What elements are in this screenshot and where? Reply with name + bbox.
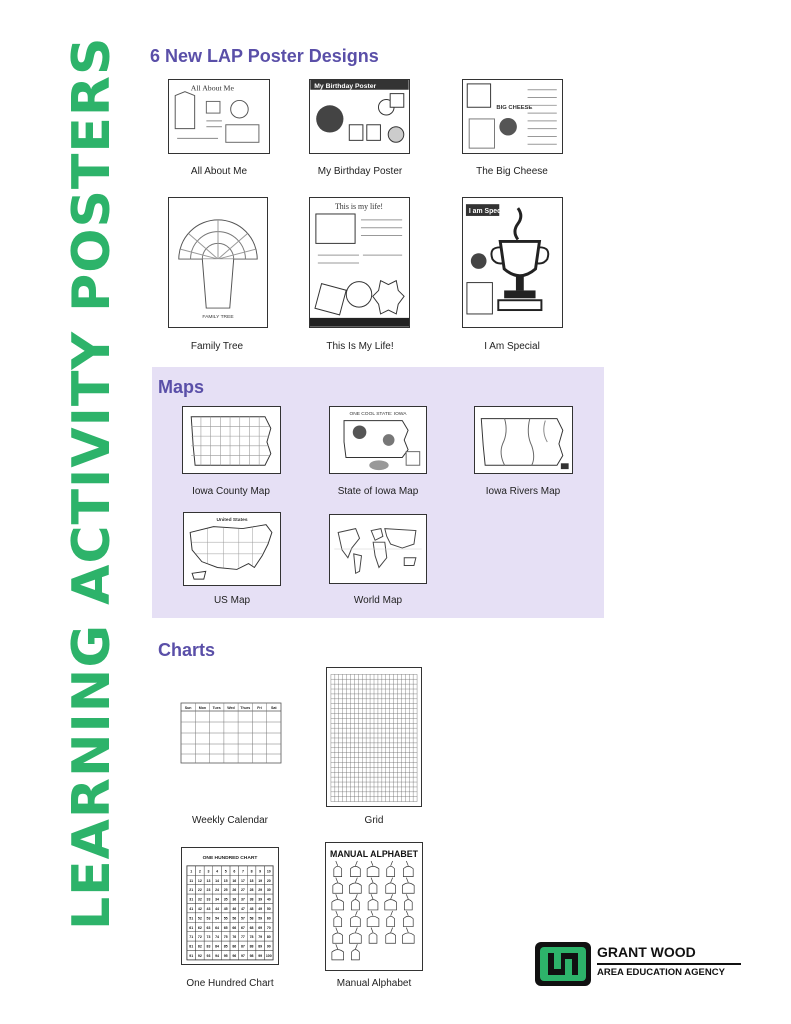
calendar-day-header: Sun [184,706,192,710]
hundred-chart-cell: 59 [258,916,263,921]
manual-alphabet-caption: Manual Alphabet [336,978,412,989]
hundred-chart-cell: 10 [266,869,271,874]
hundred-chart-cell: 86 [232,944,237,949]
hand-sign-icon [351,944,359,960]
us-map-thumbnail[interactable] [183,512,281,586]
hand-sign-icon [386,928,396,944]
iowa-rivers-map-caption: Iowa Rivers Map [485,486,561,497]
calendar-day-header: Sat [271,706,277,710]
hundred-chart-cell: 50 [266,907,271,912]
us-map-thumb-text: United States [216,517,248,523]
hand-sign-icon [333,878,343,894]
hundred-chart-cell: 28 [249,888,254,893]
my-birthday-poster-thumbnail[interactable] [309,79,410,154]
hundred-chart-cell: 96 [232,954,237,959]
logo-subtitle: AREA EDUCATION AGENCY [597,967,725,978]
hundred-chart-cell: 55 [223,916,228,921]
hand-sign-icon [368,894,378,910]
hundred-chart-cell: 97 [240,954,245,959]
hundred-chart-cell: 56 [232,916,237,921]
the-big-cheese-thumbnail[interactable] [462,79,563,154]
hand-sign-icon [386,878,396,894]
hand-sign-icon [387,861,395,877]
hundred-chart-cell: 30 [266,888,271,893]
hand-sign-icon [333,928,343,944]
hundred-chart-cell: 29 [258,888,263,893]
hundred-chart-cell: 70 [266,925,271,930]
hundred-chart-cell: 23 [206,888,211,893]
hand-sign-icon [350,878,362,894]
manual-alphabet-thumbnail[interactable] [325,842,423,971]
state-iowa-thumb-text: ONE COOL STATE: IOWA [349,411,407,417]
hundred-chart-cell: 40 [266,897,271,902]
hundred-chart-cell: 81 [189,944,194,949]
hand-sign-icon [402,928,414,944]
hundred-chart-cell: 80 [266,935,271,940]
my-life-thumb-text: This is my life! [334,202,384,212]
iowa-county-map-thumbnail[interactable] [182,406,281,474]
hundred-chart-cell: 43 [206,907,211,912]
all-about-me-caption: All About Me [190,166,248,177]
hand-sign-icon [350,861,360,877]
manual-alphabet-thumb-text: MANUAL ALPHABET [330,849,418,860]
my-birthday-poster-caption: My Birthday Poster [317,166,403,177]
hundred-chart-cell: 95 [223,954,228,959]
hundred-chart-cell: 27 [240,888,245,893]
calendar-day-header: Wed [227,706,235,710]
one-hundred-chart-svg [182,848,278,964]
family-tree-caption: Family Tree [190,341,244,352]
hundred-chart-cell: 38 [249,897,254,902]
hundred-chart-cell: 79 [258,935,263,940]
hand-sign-icon [334,861,342,877]
hundred-chart-cell: 85 [223,944,228,949]
hand-sign-icon [350,911,360,927]
hand-sign-icon [403,911,413,927]
hundred-chart-cell: 48 [249,907,254,912]
one-hundred-chart-thumbnail[interactable] [181,847,279,965]
all-about-me-thumbnail[interactable] [168,79,270,154]
hundred-chart-cell: 5 [224,869,227,874]
hand-sign-icon [334,911,342,927]
hundred-chart-cell: 57 [240,916,245,921]
calendar-day-header: Thurs [240,706,251,710]
hundred-chart-cell: 19 [258,878,263,883]
hundred-chart-cell: 82 [197,944,202,949]
hundred-chart-cell: 83 [206,944,211,949]
hundred-chart-cell: 16 [232,878,237,883]
hand-sign-icon [385,894,397,910]
lap-section-title: 6 New LAP Poster Designs [150,46,379,66]
i-am-special-thumbnail[interactable] [462,197,563,328]
hand-sign-icon [402,878,414,894]
hundred-chart-cell: 39 [258,897,263,902]
hundred-chart-cell: 11 [189,878,194,883]
hundred-chart-cell: 45 [223,907,228,912]
hundred-chart-cell: 98 [249,954,254,959]
hundred-chart-cell: 63 [206,925,211,930]
weekly-calendar-thumbnail[interactable] [180,702,282,764]
hundred-chart-cell: 7 [241,869,244,874]
special-thumb-text: I am Special [468,208,509,215]
this-is-my-life-thumbnail[interactable] [309,197,410,328]
birthday-thumb-text: My Birthday Poster [314,82,377,90]
hundred-chart-cell: 14 [215,878,220,883]
hundred-chart-cell: 53 [206,916,211,921]
big-cheese-thumb-text: BIG CHEESE [496,105,533,112]
hundred-chart-cell: 93 [206,954,211,959]
calendar-day-header: Mon [198,706,207,710]
all-about-me-thumb-text: All About Me [190,83,234,93]
hundred-chart-cell: 22 [197,888,202,893]
hundred-chart-cell: 74 [215,935,220,940]
charts-section-title: Charts [158,640,216,660]
hundred-chart-cell: 72 [197,935,202,940]
hundred-chart-cell: 71 [189,935,194,940]
hundred-chart-cell: 8 [250,869,253,874]
hundred-chart-cell: 13 [206,878,211,883]
state-of-iowa-map-caption: State of Iowa Map [337,486,419,497]
hundred-chart-cell: 49 [258,907,263,912]
hundred-chart-cell: 1 [190,869,193,874]
iowa-rivers-map-thumbnail[interactable] [474,406,573,474]
hundred-chart-cell: 3 [207,869,210,874]
this-is-my-life-caption: This Is My Life! [326,341,394,352]
hundred-chart-cell: 9 [259,869,262,874]
grid-svg [327,668,421,806]
hundred-chart-cell: 35 [223,897,228,902]
weekly-calendar-svg [180,702,282,764]
hundred-chart-cell: 18 [249,878,254,883]
hundred-chart-cell: 54 [215,916,220,921]
the-big-cheese-caption: The Big Cheese [476,166,548,177]
manual-alphabet-svg [326,843,422,970]
hundred-chart-cell: 42 [197,907,202,912]
hundred-chart-cell: 99 [258,954,263,959]
hundred-chart-cell: 58 [249,916,254,921]
hundred-chart-cell: 46 [232,907,237,912]
hundred-chart-cell: 89 [258,944,263,949]
hundred-chart-cell: 64 [215,925,220,930]
hundred-chart-cell: 60 [266,916,271,921]
hundred-chart-cell: 52 [197,916,202,921]
iowa-county-map-caption: Iowa County Map [192,486,270,497]
hundred-chart-cell: 33 [206,897,211,902]
grid-caption: Grid [364,815,384,826]
hundred-chart-cell: 65 [223,925,228,930]
hundred-chart-cell: 12 [197,878,202,883]
hundred-chart-cell: 94 [215,954,220,959]
hand-sign-icon [404,894,412,910]
world-map-thumbnail[interactable] [329,514,427,584]
grant-wood-logo-mark [535,942,591,986]
hundred-chart-cell: 47 [240,907,245,912]
hundred-chart-cell: 66 [232,925,237,930]
hundred-chart-cell: 17 [240,878,245,883]
family-tree-thumbnail[interactable] [168,197,268,328]
hand-sign-icon [369,928,377,944]
state-of-iowa-map-thumbnail[interactable] [329,406,427,474]
hand-sign-icon [351,894,359,910]
hundred-chart-cell: 20 [266,878,271,883]
hand-sign-icon [387,911,395,927]
hundred-chart-cell: 37 [240,897,245,902]
vertical-page-title: LEARNING ACTIVITY POSTERS [62,36,122,930]
hand-sign-icon [367,861,379,877]
hand-sign-icon [403,861,413,877]
hundred-chart-thumb-text: ONE HUNDRED CHART [202,855,258,861]
hundred-chart-cell: 77 [240,935,245,940]
maps-section-title: Maps [158,377,205,397]
calendar-day-header: Fri [257,706,262,710]
logo-divider [597,963,741,965]
hand-sign-icon [367,911,379,927]
hand-sign-icon [350,928,362,944]
hundred-chart-cell: 31 [189,897,194,902]
hundred-chart-cell: 36 [232,897,237,902]
hundred-chart-cell: 87 [240,944,245,949]
logo-name: GRANT WOOD [597,944,696,960]
hundred-chart-cell: 24 [215,888,220,893]
hundred-chart-cell: 2 [198,869,201,874]
hand-sign-icon [369,878,377,894]
i-am-special-caption: I Am Special [484,341,540,352]
hundred-chart-cell: 62 [197,925,202,930]
hundred-chart-cell: 84 [215,944,220,949]
hundred-chart-cell: 44 [215,907,220,912]
hundred-chart-cell: 34 [215,897,220,902]
hundred-chart-cell: 75 [223,935,228,940]
hundred-chart-cell: 25 [223,888,228,893]
calendar-day-header: Tues [212,706,221,710]
hundred-chart-cell: 67 [240,925,245,930]
grant-wood-logo [535,938,745,990]
hundred-chart-cell: 61 [189,925,194,930]
hundred-chart-cell: 32 [197,897,202,902]
hundred-chart-cell: 69 [258,925,263,930]
hundred-chart-cell: 68 [249,925,254,930]
grid-thumbnail[interactable] [326,667,422,807]
hand-sign-icon [332,894,344,910]
hundred-chart-cell: 100 [265,954,272,959]
hundred-chart-cell: 41 [189,907,194,912]
hundred-chart-cell: 4 [216,869,219,874]
hand-sign-icon [332,944,344,960]
hundred-chart-cell: 88 [249,944,254,949]
hundred-chart-cell: 51 [189,916,194,921]
hundred-chart-cell: 15 [223,878,228,883]
hundred-chart-cell: 91 [189,954,194,959]
weekly-calendar-caption: Weekly Calendar [192,815,268,826]
hundred-chart-cell: 76 [232,935,237,940]
one-hundred-chart-caption: One Hundred Chart [186,978,274,989]
us-map-caption: US Map [213,595,251,606]
hundred-chart-cell: 92 [197,954,202,959]
family-tree-thumb-text: FAMILY TREE [202,314,234,320]
hundred-chart-cell: 26 [232,888,237,893]
world-map-caption: World Map [353,595,403,606]
hundred-chart-cell: 6 [233,869,236,874]
hundred-chart-cell: 73 [206,935,211,940]
hundred-chart-cell: 90 [266,944,271,949]
hundred-chart-cell: 21 [189,888,194,893]
hundred-chart-cell: 78 [249,935,254,940]
